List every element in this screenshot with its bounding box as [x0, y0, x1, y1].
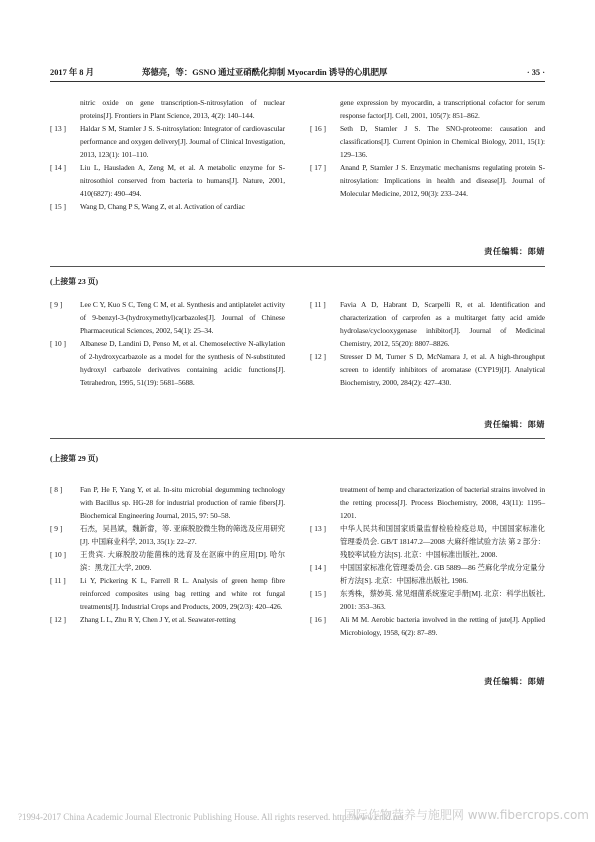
reference-item: [ 15 ] Wang D, Chang P S, Wang Z, et al. Activation of cardiac	[50, 202, 245, 211]
reference-item: nitric oxide on gene transcription-S-nitrosylation of nuclear proteins[J]. Frontiers in Plant Science, 2013, 4(2): 140–144.	[80, 98, 285, 120]
section3-left-column	[50, 483, 285, 626]
reference-item: [ 12 ] Stresser D M, Turner S D, McNamara J, et al. A high-throughput screen to identify inhibitors of aromatase (CYP19)[J]. Analytical Biochemistry, 2000, 284(2): 427–430.	[310, 352, 545, 387]
page-header	[50, 66, 545, 80]
editor-credit: 责任编辑：郎婧	[484, 677, 545, 686]
reference-item: [ 8 ] Fan P, He F, Yang Y, et al. In-situ microbial degumming technology with Bacillus sp. HG-28 for industrial production of ramie fibers[J]. Biochemical Engineering Journal, 2015, 97: 50–58.	[50, 485, 285, 520]
reference-item: gene expression by myocardin, a transcriptional cofactor for serum response factor[J]. Cell, 2001, 105(7): 851–862.	[340, 98, 545, 120]
reference-item: [ 17 ] Anand P, Stamler J S. Enzymatic mechanisms regulating protein S-nitrosylation: Implications in health and disease[J]. Journal of Molecular Medicine, 2012, 90(3): 233–244.	[310, 163, 545, 198]
editor-credit: 责任编辑：郎婧	[484, 247, 545, 256]
header-rule	[50, 81, 545, 82]
site-watermark: 国际作物营养与施肥网 www.fibercrops.com	[343, 808, 589, 822]
page-number: · 35 ·	[526, 68, 545, 77]
section2-right-column	[310, 298, 545, 389]
reference-item: [ 13 ] 中华人民共和国国家质量监督检验检疫总局，中国国家标准化管理委员会. GB/T 18147.2—2008 大麻纤维试验方法 第 2 部分：残胶率试验方法[S]. 北京：中国标准出版社, 2008.	[310, 524, 545, 559]
reference-item: [ 11 ] Li Y, Pickering K L, Farrell R L. Analysis of green hemp fibre reinforced composites using bag retting and white rot fungal treatments[J]. Industrial Crops and Products, 2009, 29(2/3): 420–426.	[50, 576, 285, 611]
reference-item: [ 14 ] Liu L, Hausladen A, Zeng M, et al. A metabolic enzyme for S-nitrosothiol conserved from bacteria to humans[J]. Nature, 2001, 410(6827): 490–494.	[50, 163, 285, 198]
editor-credit: 责任编辑：郎婧	[484, 420, 545, 429]
section-divider	[50, 438, 545, 439]
reference-item: [ 9 ] 石杰，吴昌斌，魏新畲，等. 亚麻脱胶微生物的筛选及应用研究[J]. 中国麻业科学, 2013, 35(1): 22–27.	[50, 524, 285, 546]
running-title: 郑德亮，等：GSNO 通过亚硝酰化抑制 Myocardin 诱导的心肌肥厚	[142, 68, 388, 77]
section1-right-column	[310, 96, 545, 200]
reference-item: treatment of hemp and characterization of bacterial strains involved in the retting process[J]. Process Biochemistry, 2008, 43(11): 1195–1201.	[340, 485, 545, 520]
reference-item: [ 15 ] 东秀株，蔡妙英. 常见细菌系统鉴定手册[M]. 北京：科学出版社, 2001: 353–363.	[310, 589, 545, 611]
reference-item: [ 12 ] Zhang L L, Zhu R Y, Chen J Y, et al. Seawater-retting	[50, 615, 236, 624]
continued-label: (上接第 29 页)	[50, 454, 99, 463]
section2-left-column	[50, 298, 285, 389]
reference-item: [ 16 ] Seth D, Stamler J S. The SNO-proteome: causation and classifications[J]. Current Opinion in Chemical Biology, 2011, 15(1): 129–136.	[310, 124, 545, 159]
reference-item: [ 10 ] Albanese D, Landini D, Penso M, et al. Chemoselective N-alkylation of 2-hydroxycarbazole as a model for the synthesis of N-substituted hydroxyl carbazole derivatives containing acidic functions[J]. Tetrahedron, 1995, 51(19): 5681–5688.	[50, 339, 285, 387]
reference-item: [ 16 ] Ali M M. Aerobic bacteria involved in the retting of jute[J]. Applied Microbiology, 1958, 6(2): 87–89.	[310, 615, 545, 637]
reference-item: [ 14 ] 中国国家标准化管理委员会. GB 5889—86 苎麻化学成分定量分析方法[S]. 北京：中国标准出版社, 1986.	[310, 563, 545, 585]
reference-item: [ 13 ] Haldar S M, Stamler J S. S-nitrosylation: Integrator of cardiovascular performance and oxygen delivery[J]. Journal of Clinical Investigation, 2013, 123(1): 101–110.	[50, 124, 285, 159]
section1-left-column	[50, 96, 285, 213]
reference-item: [ 9 ] Lee C Y, Kuo S C, Teng C M, et al. Synthesis and antiplatelet activity of 9-benzyl-3-(hydroxymethyl)carbazoles[J]. Journal of Chinese Pharmaceutical Sciences, 2002, 54(1): 25–34.	[50, 300, 285, 335]
section3-right-column	[310, 483, 545, 639]
copyright-footer: ?1994-2017 China Academic Journal Electronic Publishing House. All rights reserved. http://www.cnki.net	[18, 812, 404, 822]
issue-date: 2017 年 8 月	[50, 68, 94, 77]
section-divider	[50, 266, 545, 267]
continued-label: (上接第 23 页)	[50, 277, 99, 286]
reference-item: [ 10 ] 王贵宾. 大麻脱胶功能菌株的选育及在沤麻中的应用[D]. 哈尔滨：黑龙江大学, 2009.	[50, 550, 285, 572]
reference-item: [ 11 ] Favia A D, Habrant D, Scarpelli R, et al. Identification and characterization of carprofen as a multitarget fatty acid amide hydrolase/cyclooxygenase inhibitor[J]. Journal of Medicinal Chemistry, 2012, 55(20): 8807–8826.	[310, 300, 545, 348]
